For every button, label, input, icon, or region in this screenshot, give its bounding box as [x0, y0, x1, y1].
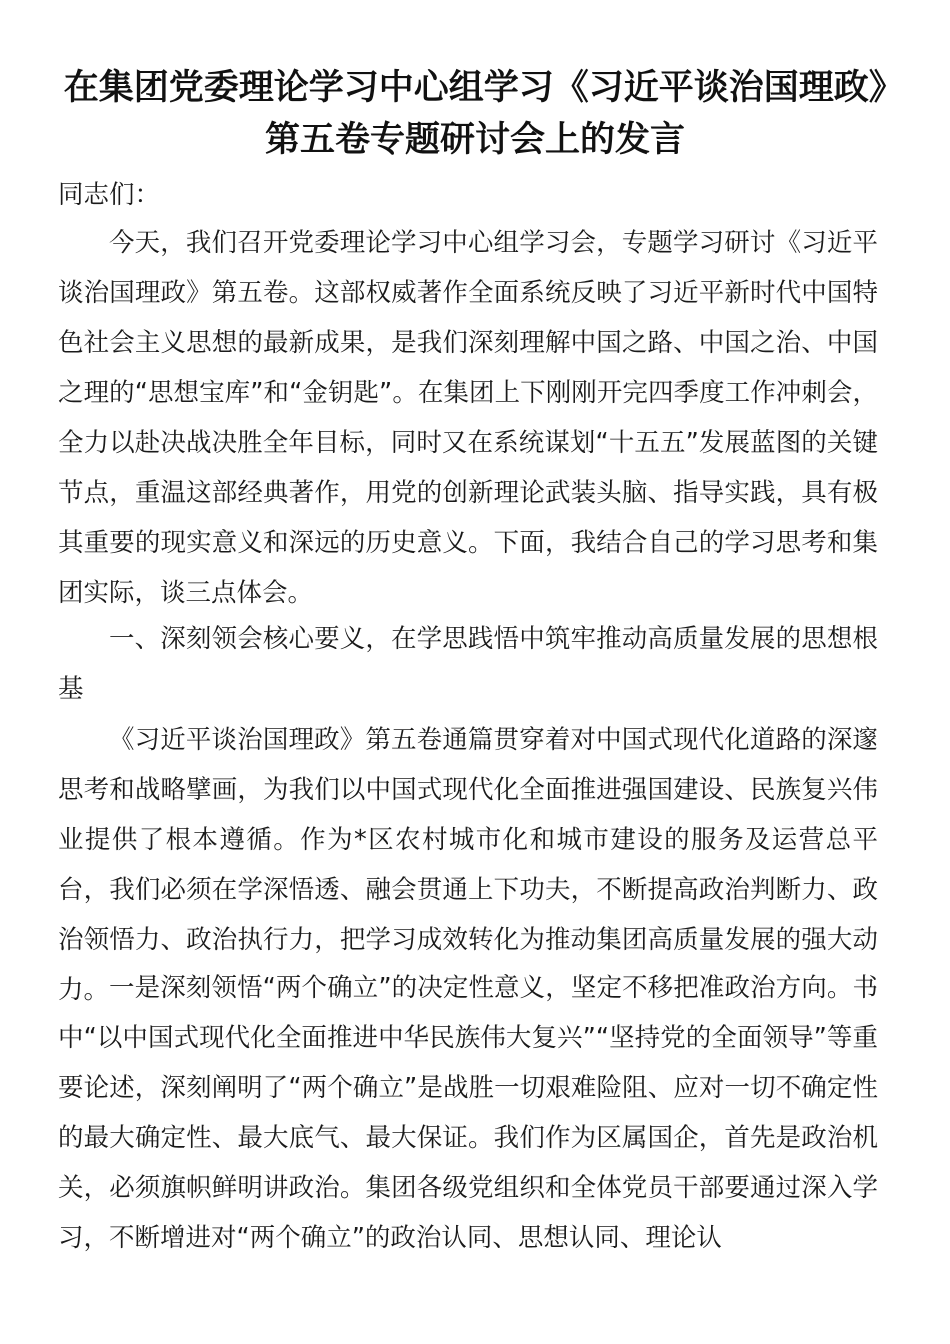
- salutation: [58, 170, 878, 220]
- section-heading-text: 一、深刻领会核心要义，在学思践悟中筑牢推动高质量发展的思想根基: [58, 624, 878, 704]
- salutation-text: 同志们：: [58, 180, 161, 210]
- paragraph-text: 一是深刻领悟“两个确立”的决定性意义，坚定不移把准政治方向。书中“以中国式现代化全面推进中华民族伟大复兴”“坚持党的全面领导”等重要论述，深刻阐明了“两个确立”是战胜一切艰难险阻、应对一切不确定性的最大确定性、最大底气、最大保证。我们作为区属国企，首先是政治机关，必须旗帜鲜明讲政治。集团各级党组织和全体党员干部要通过深入学习，不断增进对“两个确立”的政治认同、思想认同、理论认: [58, 973, 878, 1253]
- document-title: 在集团党委理论学习中心组学习《习近平谈治国理政》第五卷专题研讨会上的发言: [63, 68, 887, 160]
- paragraph-3: [58, 963, 878, 1263]
- paragraph-text: 今天，我们召开党委理论学习中心组学习会，专题学习研讨《习近平谈治国理政》第五卷。这部权威著作全面系统反映了习近平新时代中国特色社会主义思想的最新成果，是我们深刻理解中国之路、中国之治、中国之理的“思想宝库”和“金钥匙”。在集团上下刚刚开完四季度工作冲刺会，全力以赴决战决胜全年目标，同时又在系统谋划“十五五”发展蓝图的关键节点，重温这部经典著作，用党的创新理论武装头脑、指导实践，具有极其重要的现实意义和深远的历史意义。下面，我结合自己的学习思考和集团实际，谈三点体会。: [58, 228, 878, 608]
- section-heading-1: [58, 614, 878, 714]
- paragraph-text: 《习近平谈治国理政》第五卷通篇贯穿着对中国式现代化道路的深邃思考和战略擘画，为我们以中国式现代化全面推进强国建设、民族复兴伟业提供了根本遵循。作为*区农村城市化和城市建设的服务及运营总平台，我们必须在学深悟透、融会贯通上下功夫，不断提高政治判断力、政治领悟力、政治执行力，把学习成效转化为推动集团高质量发展的强大动力。: [58, 725, 878, 1005]
- paragraph-1: [58, 218, 878, 618]
